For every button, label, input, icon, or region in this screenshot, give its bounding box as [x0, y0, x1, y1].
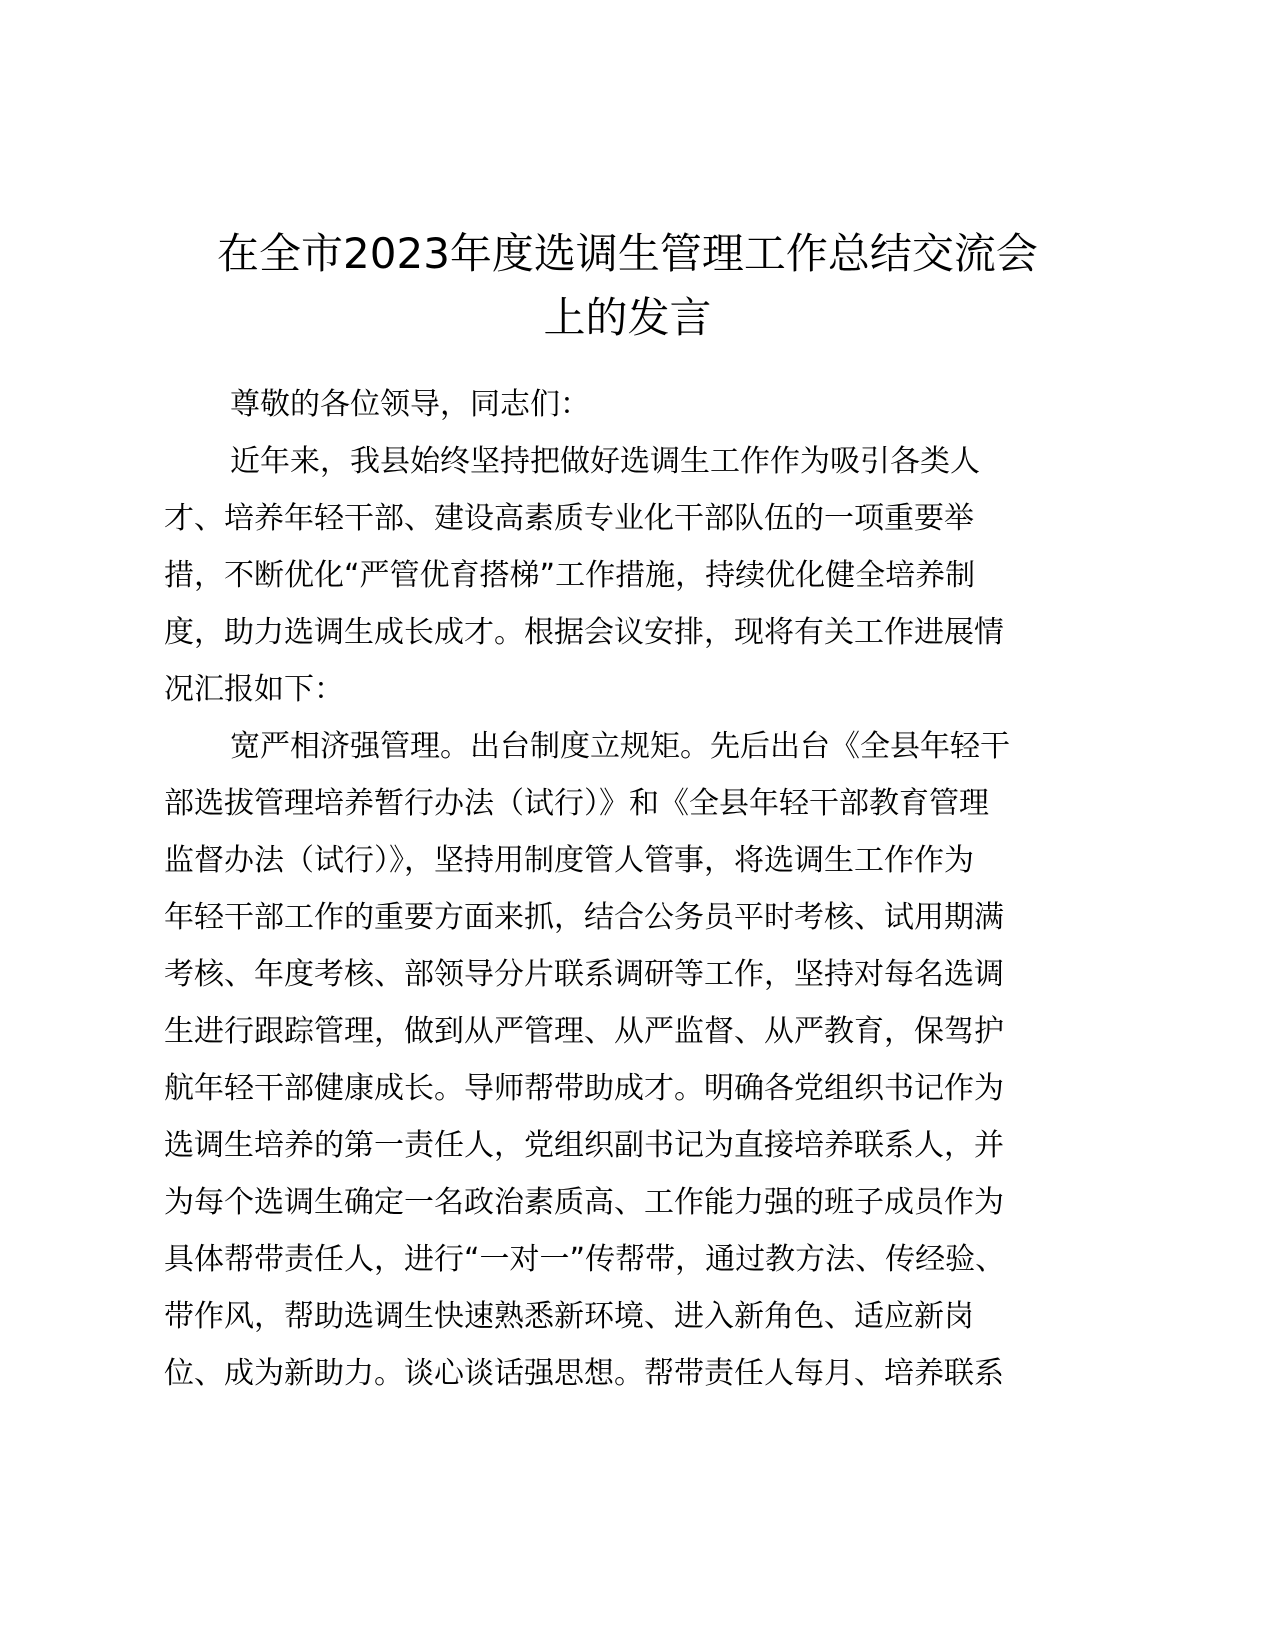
- paragraph-line: 航年轻干部健康成长。导师帮带助成才。明确各党组织书记作为: [164, 1071, 1004, 1106]
- paragraph-line: 生进行跟踪管理，做到从严管理、从严监督、从严教育，保驾护: [164, 1014, 1004, 1049]
- paragraph-line: 选调生培养的第一责任人，党组织副书记为直接培养联系人，并: [164, 1128, 1004, 1163]
- paragraph-line: 位、成为新助力。谈心谈话强思想。帮带责任人每月、培养联系: [164, 1356, 1004, 1391]
- paragraph-line: 带作风，帮助选调生快速熟悉新环境、进入新角色、适应新岗: [164, 1299, 974, 1334]
- paragraph-line: 才、培养年轻干部、建设高素质专业化干部队伍的一项重要举: [164, 501, 974, 536]
- paragraph-line: 具体帮带责任人，进行“一对一”传帮带，通过教方法、传经验、: [164, 1242, 1006, 1277]
- paragraph-line: 近年来，我县始终坚持把做好选调生工作作为吸引各类人: [230, 444, 980, 479]
- title-line-1: 在全市2023年度选调生管理工作总结交流会: [217, 229, 1038, 278]
- document-title: [160, 222, 1095, 350]
- title-line-2: 上的发言: [543, 293, 712, 342]
- paragraph-line: 为每个选调生确定一名政治素质高、工作能力强的班子成员作为: [164, 1185, 1004, 1220]
- document-body: [164, 376, 1104, 1402]
- paragraph-line: 措，不断优化“严管优育搭梯”工作措施，持续优化健全培养制: [164, 558, 976, 593]
- salutation: 尊敬的各位领导，同志们：: [230, 387, 590, 422]
- paragraph-line: 况汇报如下：: [164, 672, 344, 707]
- paragraph-line: 部选拔管理培养暂行办法（试行）》和《全县年轻干部教育管理: [164, 786, 989, 821]
- paragraph-line: 年轻干部工作的重要方面来抓，结合公务员平时考核、试用期满: [164, 900, 1004, 935]
- paragraph-line: 宽严相济强管理。出台制度立规矩。先后出台《全县年轻干: [230, 729, 1010, 764]
- paragraph-line: 考核、年度考核、部领导分片联系调研等工作，坚持对每名选调: [164, 957, 1004, 992]
- paragraph-line: 监督办法（试行）》，坚持用制度管人管事，将选调生工作作为: [164, 843, 974, 878]
- paragraph-line: 度，助力选调生成长成才。根据会议安排，现将有关工作进展情: [164, 615, 1004, 650]
